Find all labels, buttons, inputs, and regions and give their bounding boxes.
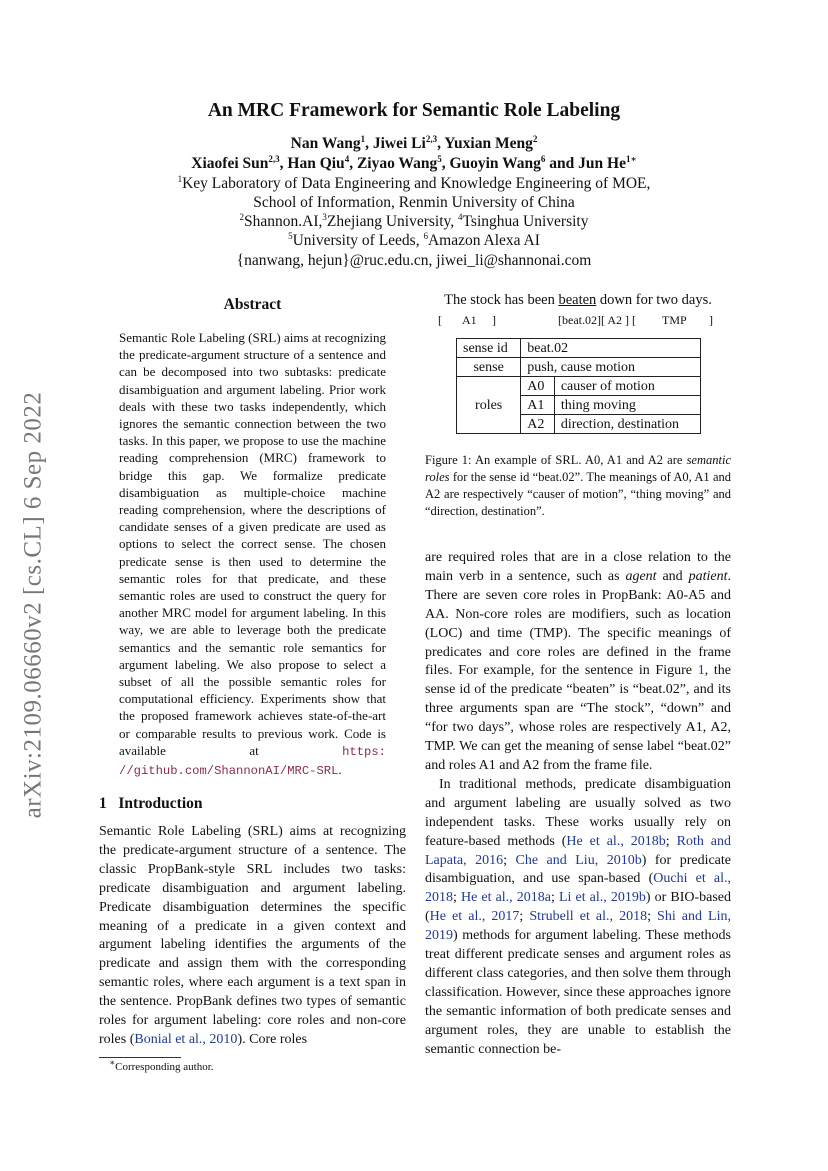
abstract-heading: Abstract [223, 296, 282, 313]
citation[interactable]: Bonial et al., 2010 [134, 1031, 238, 1047]
table-row: sense id beat.02 [457, 339, 701, 358]
table-row: sense push, cause motion [457, 358, 701, 377]
citation[interactable]: Li et al., 2019b [558, 890, 646, 906]
citation[interactable]: Che and Liu, 2010b [515, 852, 642, 868]
arxiv-sidebar [8, 370, 58, 840]
affiliation-3: $^2$Shannon.AI,$^3$Zhejiang University, $^4$Tsinghua University [239, 211, 589, 230]
table-row: roles A0 causer of motion [457, 377, 701, 396]
affiliation-1: $^1$Key Laboratory of Data Engineering and Knowledge Engineering of MOE, [177, 173, 651, 192]
arxiv-id: arXiv:2109.06660v2 [cs.CL] 6 Sep 2022 [19, 391, 47, 819]
citation[interactable]: He et al., 2018a [460, 890, 551, 906]
paper-title: An MRC Framework for Semantic Role Labeling [207, 100, 621, 121]
footnote: ∗Corresponding author. [109, 1057, 214, 1073]
citation[interactable]: Ouchi et al., 2018 [425, 871, 732, 906]
figure-brackets: [ A1 ] [beat.02][ A2 ] [ TMP ] [438, 313, 713, 327]
author-emails: {nanwang, hejun}@ruc.edu.cn, jiwei_li@shannonai.com [236, 252, 592, 269]
srl-table [456, 338, 701, 434]
citation[interactable]: He et al., 2017 [429, 909, 520, 925]
figure-ref[interactable]: 1 [697, 663, 705, 679]
code-link[interactable]: https: //github.com/ShannonAI/MRC-SRL [119, 744, 386, 779]
figure-caption: Figure 1: An example of SRL. A0, A1 and A2 are semantic roles for the sense id “beat.02”. The meanings of A0, A1 and A2 are respectively “causer of motion”, “thing moving” and “direction, destination”. [425, 453, 731, 518]
intro-paragraph: Semantic Role Labeling (SRL) aims at recognizing the predicate-argument structure of a sentence. The classic PropBank-style SRL includes two tasks: predicate disambiguation and argument labeling. Predicate disambiguation determines the specific meaning of a predicate in a given context and argument labeling identifies the arguments of the predicate and assign them with the corresponding semantic roles, where each argument is a text span in the sentence. PropBank defines two types of semantic roles for argument labeling: core roles and non-core roles (Bonial et al., 2010). Core roles [99, 824, 406, 1047]
abstract-section [99, 296, 406, 780]
intro-heading: 1 Introduction [99, 795, 203, 812]
affiliation-4: $^5$University of Leeds, $^6$Amazon Alexa AI [288, 230, 540, 249]
right-body [425, 549, 731, 1059]
figure-sentence: The stock has been beaten down for two days. [444, 292, 712, 308]
figure-1 [425, 292, 731, 520]
footnote-area [99, 1057, 406, 1073]
citation[interactable]: He et al., 2018b [566, 833, 666, 849]
citation[interactable]: Shi and Lin, 2019 [425, 909, 731, 944]
table-row: A1 thing moving [457, 396, 701, 415]
affiliation-2: School of Information, Renmin University of China [253, 194, 575, 211]
authors-line-1: Nan Wang$^1$, Jiwei Li$^{2,3}$, Yuxian Meng$^2$ [290, 133, 538, 152]
intro-section [99, 795, 406, 1050]
citation[interactable]: Strubell et al., 2018 [529, 909, 648, 925]
authors-line-2: Xiaofei Sun$^{2,3}$, Han Qiu$^4$, Ziyao Wang$^5$, Guoyin Wang$^6$ and Jun $He^{1∗}$ [191, 153, 637, 172]
citation[interactable]: Roth and Lapata, 2016 [425, 833, 731, 868]
table-row: A2 direction, destination [457, 415, 701, 434]
paragraph-traditional-methods: In traditional methods, predicate disambiguation and argument labeling are usually solved as two independent tasks. These works usually rely on feature-based methods (He et al., 2018b; Roth and Lapata, 2016; Che and Liu, 2010b) for predicate disambiguation, and use span-based (Ouchi et al., 2018; He et al., 2018a; Li et al., 2019b) or BIO-based (He et al., 2017; Strubell et al., 2018; Shi and Lin, 2019) methods for argument labeling. These methods treat different predicate senses and argument roles as different class categories, and then solve them through classification. However, since these approaches ignore the semantic information of both predicate senses and argument roles, they are unable to establish the semantic connection be- [425, 776, 732, 1057]
abstract-text: Semantic Role Labeling (SRL) aims at recognizing the predicate-argument structure of a sentence and can be decomposed into two subtasks: predicate disambiguation and argument labeling. Prior work deals with these two tasks independently, which ignores the semantic connection between the two tasks. In this paper, we propose to use the machine reading comprehension (MRC) framework to bridge this gap. We formalize predicate disambiguation as multiple-choice machine reading comprehension, where the descriptions of candidate senses of a given predicate are used as options to select the correct sense. The chosen predicate sense is then used to determine the semantic roles for that predicate, and these semantic roles are used to construct the query for another MRC model for argument labeling. In this way, we are able to leverage both the predicate semantics and the semantic role semantics for argument labeling. We also propose to select a subset of all the possible semantic roles for computational efficiency. Experiments show that the proposed framework achieves state-of-the-art or comparable results to previous work. Code is available at https: //github.com/ShannonAI/MRC-SRL. [119, 330, 386, 779]
paragraph-core-roles: are required roles that are in a close relation to the main verb in a sentence, such as agent and patient. There are seven core roles in PropBank: A0-A5 and AA. Non-core roles are modifiers, such as location (LOC) and time (TMP). The specific meanings of predicates and core roles are defined in the frame files. For example, for the sentence in Figure 1, the sense id of the predicate “beaten” is “beat.02”, and its three arguments span are “The stock”, “down” and “for two days”, whose roles are respectively A1, A2, TMP. We can get the meaning of sense label “beat.02” and roles A1 and A2 from the frame file. [425, 550, 731, 773]
